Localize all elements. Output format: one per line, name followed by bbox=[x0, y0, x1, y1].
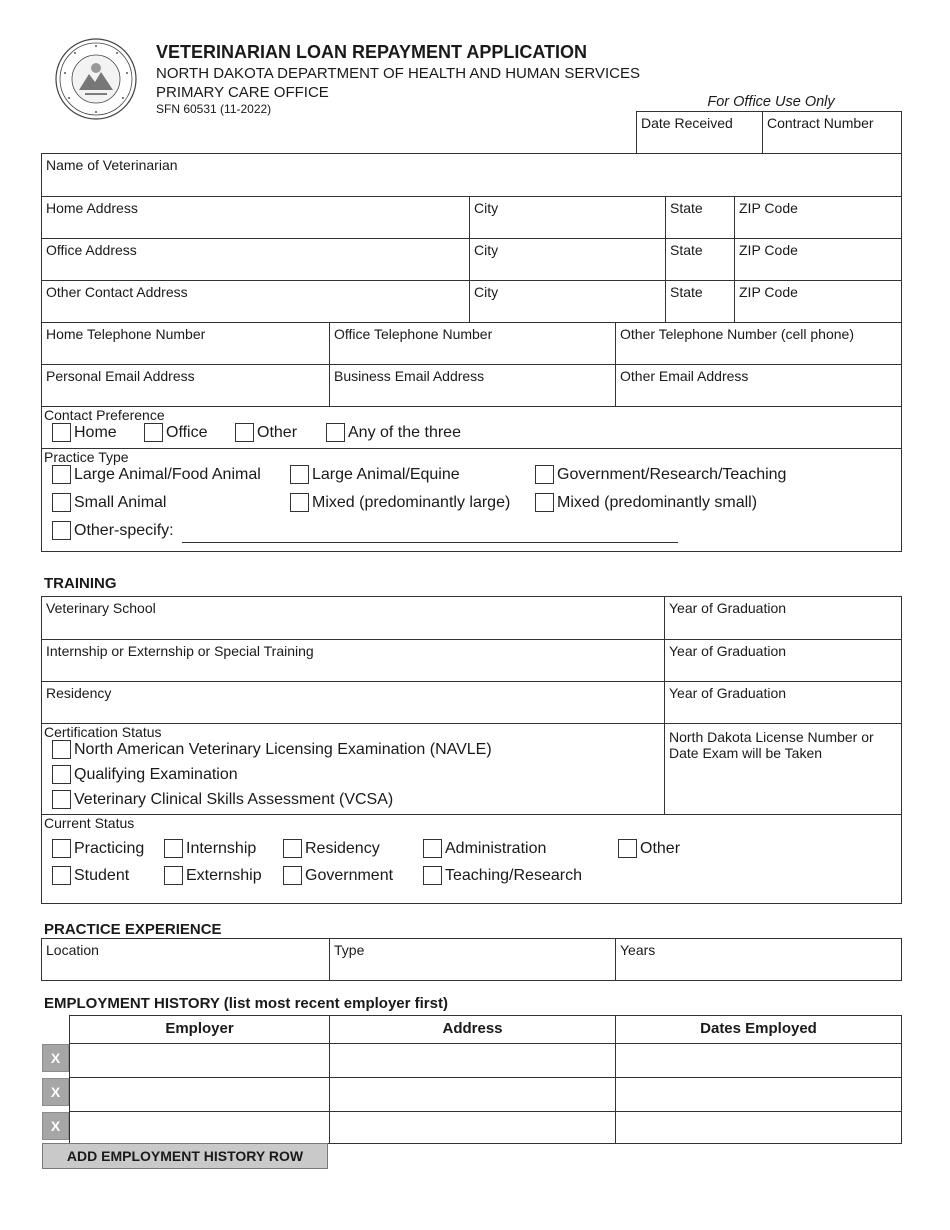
state-seal-logo bbox=[55, 38, 137, 120]
other-phone-field[interactable] bbox=[615, 323, 901, 364]
business-email-field[interactable] bbox=[329, 365, 615, 406]
checkbox[interactable] bbox=[283, 866, 302, 885]
other-city-label: City bbox=[474, 284, 499, 300]
checkbox[interactable] bbox=[52, 465, 71, 484]
address-input[interactable] bbox=[329, 1044, 615, 1077]
employer-input[interactable] bbox=[70, 1044, 329, 1077]
training-heading: TRAINING bbox=[44, 575, 117, 592]
address-input[interactable] bbox=[329, 1112, 615, 1144]
residency-year-field[interactable] bbox=[664, 682, 901, 723]
checkbox[interactable] bbox=[144, 423, 163, 442]
office-address-label: Office Address bbox=[46, 242, 137, 258]
department-name: NORTH DAKOTA DEPARTMENT OF HEALTH AND HUMAN SERVICES bbox=[156, 65, 640, 82]
checkbox[interactable] bbox=[52, 839, 71, 858]
office-zip-label: ZIP Code bbox=[739, 242, 798, 258]
home-zip-field[interactable] bbox=[734, 197, 901, 238]
other-phone-label: Other Telephone Number (cell phone) bbox=[620, 326, 854, 342]
license-number-field[interactable] bbox=[664, 724, 901, 814]
vet-school-field[interactable] bbox=[42, 597, 664, 639]
checkbox[interactable] bbox=[164, 866, 183, 885]
home-zip-label: ZIP Code bbox=[739, 200, 798, 216]
checkbox[interactable] bbox=[283, 839, 302, 858]
current-status-row bbox=[42, 814, 901, 905]
certification-status-label: Certification Status bbox=[44, 724, 162, 740]
practice-other[interactable]: Other-specify: bbox=[52, 521, 174, 540]
personal-email-label: Personal Email Address bbox=[46, 368, 195, 384]
other-zip-field[interactable] bbox=[734, 281, 901, 322]
checkbox[interactable] bbox=[52, 765, 71, 784]
remove-row-button[interactable]: X bbox=[42, 1044, 69, 1072]
table-row bbox=[70, 1043, 901, 1077]
other-address-field[interactable] bbox=[42, 281, 469, 322]
checkbox[interactable] bbox=[52, 521, 71, 540]
employment-history-heading: EMPLOYMENT HISTORY (list most recent employer first) bbox=[44, 995, 448, 1012]
office-state-label: State bbox=[670, 242, 703, 258]
status-teaching-research[interactable]: Teaching/Research bbox=[423, 866, 582, 885]
office-phone-label: Office Telephone Number bbox=[334, 326, 493, 342]
practice-experience-heading: PRACTICE EXPERIENCE bbox=[44, 921, 222, 938]
checkbox[interactable] bbox=[52, 493, 71, 512]
checkbox[interactable] bbox=[235, 423, 254, 442]
experience-location-field[interactable] bbox=[42, 939, 329, 980]
status-practicing[interactable]: Practicing bbox=[52, 839, 144, 858]
employer-column-header: Employer bbox=[165, 1020, 234, 1037]
cert-vcsa[interactable]: Veterinary Clinical Skills Assessment (VCSA) bbox=[52, 790, 393, 809]
employer-input[interactable] bbox=[70, 1078, 329, 1111]
status-internship[interactable]: Internship bbox=[164, 839, 256, 858]
status-residency[interactable]: Residency bbox=[283, 839, 380, 858]
checkbox[interactable] bbox=[423, 839, 442, 858]
checkbox[interactable] bbox=[52, 790, 71, 809]
cert-qualifying[interactable]: Qualifying Examination bbox=[52, 765, 238, 784]
office-use-label: For Office Use Only bbox=[707, 94, 835, 110]
address-column-header: Address bbox=[329, 1016, 615, 1043]
dates-input[interactable] bbox=[615, 1044, 901, 1077]
year-grad-label: Year of Graduation bbox=[669, 643, 787, 659]
years-label: Years bbox=[620, 942, 656, 958]
other-state-label: State bbox=[670, 284, 703, 300]
office-phone-field[interactable] bbox=[329, 323, 615, 364]
checkbox[interactable] bbox=[535, 493, 554, 512]
practice-large-food[interactable]: Large Animal/Food Animal bbox=[52, 465, 261, 484]
home-address-label: Home Address bbox=[46, 200, 138, 216]
checkbox[interactable] bbox=[52, 866, 71, 885]
contact-section bbox=[41, 153, 902, 552]
veterinarian-name-label: Name of Veterinarian bbox=[46, 157, 178, 173]
home-city-label: City bbox=[474, 200, 499, 216]
office-city-field[interactable] bbox=[469, 239, 665, 280]
license-label-line2: Date Exam will be Taken bbox=[669, 745, 823, 761]
internship-year-field[interactable] bbox=[664, 640, 901, 681]
home-address-field[interactable] bbox=[42, 197, 469, 238]
contact-pref-other[interactable]: Other bbox=[235, 423, 297, 442]
vet-school-label: Veterinary School bbox=[46, 600, 156, 616]
current-status-label: Current Status bbox=[44, 815, 135, 831]
home-state-label: State bbox=[670, 200, 703, 216]
internship-label: Internship or Externship or Special Training bbox=[46, 643, 314, 659]
residency-field[interactable] bbox=[42, 682, 664, 723]
checkbox[interactable] bbox=[52, 740, 71, 759]
veterinarian-name-field[interactable] bbox=[42, 154, 901, 196]
remove-row-button[interactable]: X bbox=[42, 1112, 69, 1140]
practice-type-label: Practice Type bbox=[44, 449, 129, 465]
checkbox[interactable] bbox=[326, 423, 345, 442]
other-state-field[interactable] bbox=[665, 281, 734, 322]
home-phone-field[interactable] bbox=[42, 323, 329, 364]
internship-field[interactable] bbox=[42, 640, 664, 681]
other-email-field[interactable] bbox=[615, 365, 901, 406]
practice-mixed-large[interactable]: Mixed (predominantly large) bbox=[290, 493, 510, 512]
practice-type-row bbox=[42, 448, 901, 553]
contact-preference-row bbox=[42, 406, 901, 448]
address-input[interactable] bbox=[329, 1078, 615, 1111]
office-city-label: City bbox=[474, 242, 499, 258]
contract-number-field[interactable] bbox=[763, 112, 878, 153]
practice-mixed-small[interactable]: Mixed (predominantly small) bbox=[535, 493, 757, 512]
checkbox[interactable] bbox=[52, 423, 71, 442]
dates-input[interactable] bbox=[615, 1112, 901, 1144]
table-row bbox=[70, 1111, 901, 1144]
training-section bbox=[41, 596, 902, 904]
employer-input[interactable] bbox=[70, 1112, 329, 1144]
contract-number-label: Contract Number bbox=[767, 115, 874, 131]
checkbox[interactable] bbox=[618, 839, 637, 858]
practice-experience-section bbox=[41, 938, 902, 981]
date-received-label: Date Received bbox=[641, 115, 733, 131]
home-state-field[interactable] bbox=[665, 197, 734, 238]
cert-navle[interactable]: North American Veterinary Licensing Examination (NAVLE) bbox=[52, 740, 492, 759]
experience-years-field[interactable] bbox=[615, 939, 901, 980]
office-state-field[interactable] bbox=[665, 239, 734, 280]
personal-email-field[interactable] bbox=[42, 365, 329, 406]
certification-status-cell bbox=[42, 724, 664, 814]
employment-history-table bbox=[69, 1015, 902, 1144]
year-grad-label: Year of Graduation bbox=[669, 685, 787, 701]
vet-school-year-field[interactable] bbox=[664, 597, 901, 639]
checkbox[interactable] bbox=[290, 493, 309, 512]
status-externship[interactable]: Externship bbox=[164, 866, 262, 885]
office-name: PRIMARY CARE OFFICE bbox=[156, 84, 329, 101]
add-employment-row-button[interactable]: ADD EMPLOYMENT HISTORY ROW bbox=[42, 1143, 328, 1169]
other-address-label: Other Contact Address bbox=[46, 284, 188, 300]
table-row bbox=[70, 1077, 901, 1111]
form-number: SFN 60531 (11-2022) bbox=[156, 102, 272, 116]
experience-type-field[interactable] bbox=[329, 939, 615, 980]
date-received-field[interactable] bbox=[637, 112, 763, 153]
contact-preference-label: Contact Preference bbox=[44, 407, 165, 423]
practice-government[interactable]: Government/Research/Teaching bbox=[535, 465, 786, 484]
other-specify-input[interactable] bbox=[182, 542, 678, 543]
contact-pref-any[interactable]: Any of the three bbox=[326, 423, 461, 442]
status-student[interactable]: Student bbox=[52, 866, 129, 885]
home-phone-label: Home Telephone Number bbox=[46, 326, 206, 342]
other-email-label: Other Email Address bbox=[620, 368, 749, 384]
checkbox[interactable] bbox=[290, 465, 309, 484]
remove-row-button[interactable]: X bbox=[42, 1078, 69, 1106]
contact-pref-office[interactable]: Office bbox=[144, 423, 208, 442]
status-government[interactable]: Government bbox=[283, 866, 393, 885]
business-email-label: Business Email Address bbox=[334, 368, 485, 384]
practice-small[interactable]: Small Animal bbox=[52, 493, 166, 512]
practice-large-equine[interactable]: Large Animal/Equine bbox=[290, 465, 460, 484]
office-use-box bbox=[636, 111, 902, 154]
checkbox[interactable] bbox=[535, 465, 554, 484]
other-zip-label: ZIP Code bbox=[739, 284, 798, 300]
type-label: Type bbox=[334, 942, 365, 958]
status-other[interactable]: Other bbox=[618, 839, 680, 858]
dates-input[interactable] bbox=[615, 1078, 901, 1111]
contact-pref-home[interactable]: Home bbox=[52, 423, 117, 442]
year-grad-label: Year of Graduation bbox=[669, 600, 787, 616]
office-zip-field[interactable] bbox=[734, 239, 901, 280]
form-title: VETERINARIAN LOAN REPAYMENT APPLICATION bbox=[156, 42, 588, 62]
checkbox[interactable] bbox=[164, 839, 183, 858]
other-city-field[interactable] bbox=[469, 281, 665, 322]
dates-column-header: Dates Employed bbox=[615, 1016, 901, 1043]
office-address-field[interactable] bbox=[42, 239, 469, 280]
residency-label: Residency bbox=[46, 685, 112, 701]
home-city-field[interactable] bbox=[469, 197, 665, 238]
checkbox[interactable] bbox=[423, 866, 442, 885]
license-label-line1: North Dakota License Number or bbox=[669, 729, 874, 745]
status-administration[interactable]: Administration bbox=[423, 839, 546, 858]
location-label: Location bbox=[46, 942, 99, 958]
